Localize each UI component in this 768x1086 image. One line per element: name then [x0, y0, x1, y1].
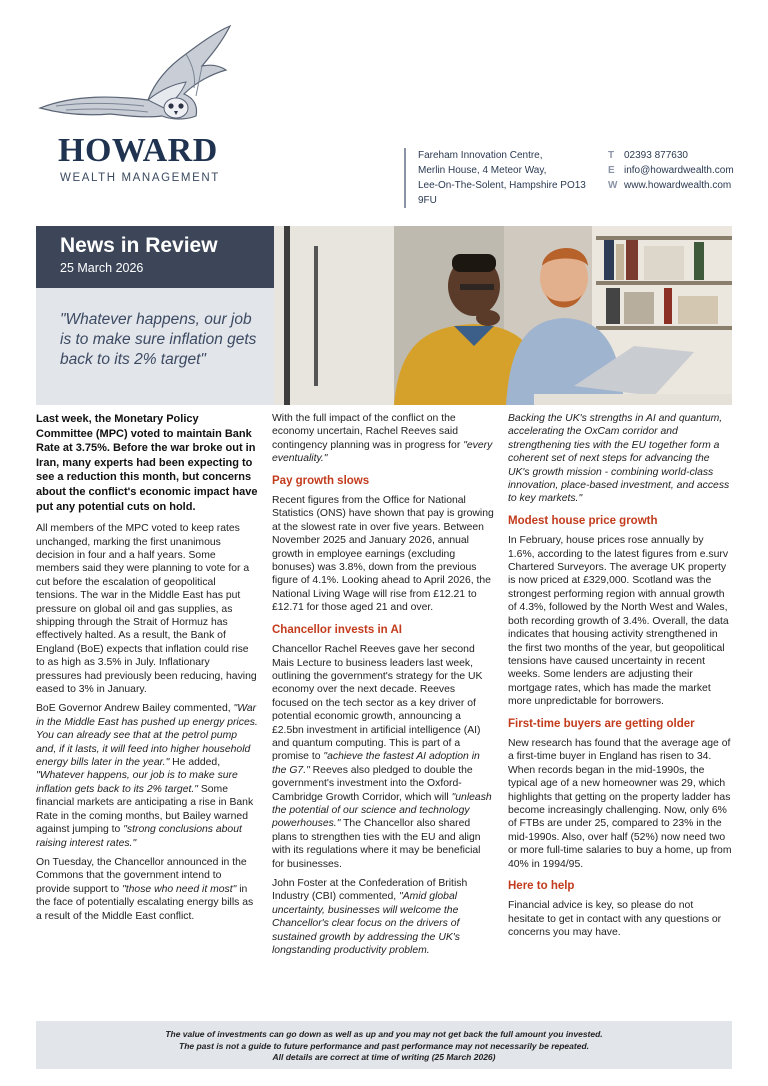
text-run: Reeves also pledged to double the government's investment into the Oxford-Cambridge Growth Corridor, which will	[272, 764, 473, 803]
phone-number[interactable]: 02393 877630	[624, 150, 688, 161]
newsletter-title: News in Review	[60, 234, 218, 257]
contact-label: T	[608, 150, 615, 161]
contact-email	[608, 163, 734, 178]
body-paragraph: In February, house prices rose annually by 1.6%, according to the latest figures from e.surv Chartered Surveyors. The average UK property is now priced at £329,000. Scotland was the strongest performing region with annual growth of 4.3%, followed by the North West and Wales, both recording growth of 3.4%. Overall, the data indicates that housing activity strengthened in the first two months of the year, but geopolitical tensions have caused uncertainty in recent weeks. Some lenders are adjusting their mortgage rates, which has made the market more unpredictable for borrowers.	[508, 535, 729, 708]
quote-run: "those who need it most"	[122, 883, 237, 895]
body-paragraph	[272, 643, 494, 871]
section-heading-house-prices: Modest house price growth	[508, 514, 658, 527]
section-heading-ai-investment: Chancellor invests in AI	[272, 623, 402, 636]
disclaimer-footer	[36, 1021, 732, 1069]
section-heading-first-time-buyers: First-time buyers are getting older	[508, 717, 695, 730]
quote-run: "War in the Middle East has pushed up energy prices. You can already see that at the petrol pump and, if it lasts, it will feed into higher household energy bills later in the year."	[36, 703, 258, 769]
contact-phone	[608, 148, 734, 163]
article-column-1	[36, 412, 258, 929]
text-run: in the face of potentially escalating energy bills as a result of the Middle East conflict.	[36, 883, 254, 922]
newsletter-banner	[36, 226, 274, 288]
quote-run: Backing the UK's strengths in AI and quantum, accelerating the OxCam corridor and strengthening ties with the EU together form a coherent set of next steps for advancing the UK's growth mission - combining world-class innovation, place-based investment, and access to key markets."	[508, 413, 730, 505]
body-paragraph: New research has found that the average age of a first-time buyer in England has risen to 34. When records began in the mid-1990s, the typical age of a new homeowner was 29, which highlights that getting on the property ladder has become increasingly challenging. Now, only 6% of FTBs are under 25, compared to 23% in the mid-1990s. Also, over half (52%) now need two or more full-time salaries to buy a home, up from 40% in 1994/95.	[508, 737, 732, 870]
owl-logo-icon	[36, 24, 232, 136]
text-run: BoE Governor Andrew Bailey commented,	[36, 703, 234, 715]
article-column-3	[508, 412, 732, 946]
website-link[interactable]: www.howardwealth.com	[624, 180, 732, 191]
article-column-2	[272, 412, 494, 963]
text-run: With the full impact of the conflict on the economy uncertain, Rachel Reeves said contingency planning was in progress for	[272, 413, 464, 451]
contact-label: W	[608, 180, 618, 191]
body-paragraph	[272, 877, 494, 957]
newsletter-date: 25 March 2026	[60, 261, 144, 275]
quote-run: "Whatever happens, our job is to make sure inflation gets back to its 2% target."	[36, 770, 238, 795]
disclaimer-line: The value of investments can go down as well as up and you may not get back the full amount you invested.	[165, 1029, 603, 1039]
disclaimer-line: The past is not a guide to future performance and past performance may not necessarily be repeated.	[179, 1040, 589, 1051]
disclaimer-line: All details are correct at time of writing (25 March 2026)	[272, 1052, 496, 1063]
address-line: Lee-On-The-Solent, Hampshire PO13 9FU	[418, 180, 586, 206]
text-run: John Foster at the Confederation of British Industry (CBI) commented,	[272, 878, 468, 903]
contact-web	[608, 178, 734, 193]
section-heading-here-to-help: Here to help	[508, 880, 575, 892]
body-paragraph: All members of the MPC voted to keep rates unchanged, marking the first unanimous decision in four and a half years. Some members said they were planning to vote for a cut before the escalation of geopolitical tensions. The war in the Middle East has put pressure on global oil and gas supplies, as shipping through the Strait of Hormuz has effectively halted. As a result, the Bank of England (BoE) expects that inflation could rise to as high as 3.5% in July. Inflationary pressures had previously been reducing, having eased to 3% in January.	[36, 523, 257, 696]
body-paragraph: Financial advice is key, so please do not hesitate to get in contact with any questions or concerns you may have.	[508, 900, 722, 939]
contact-label: E	[608, 165, 615, 176]
logo-wordmark: HOWARD	[58, 132, 218, 169]
text-run: Chancellor Rachel Reeves gave her second Mais Lecture to business leaders last week, outlining the government's strategy for the UK economy over the next decade. Reeves focused on the tech sector as a key driver of potential economic growth, announcing a £2.5bn investment in artificial intelligence (AI) and quantum computing. This is part of a promise to	[272, 644, 483, 763]
office-meeting-photo-icon	[274, 226, 732, 405]
body-paragraph	[508, 412, 732, 506]
body-paragraph	[36, 702, 258, 849]
text-run: The Chancellor also shared plans to strengthen ties with the EU and align with its regulations where it may be beneficial for businesses.	[272, 818, 481, 870]
body-paragraph	[36, 856, 258, 923]
body-paragraph: Recent figures from the Office for National Statistics (ONS) have shown that pay is growing at the slowest rate in over five years. Between November 2025 and January 2026, annual growth in employee earnings (excluding bonuses) was 3.8%, down from the previous figure of 4.1%. Looking ahead to April 2026, the National Living Wage will rise from £12.21 to £12.71 for those aged 21 and over.	[272, 495, 494, 614]
header-photo	[274, 226, 732, 405]
address-line: Fareham Innovation Centre,	[418, 150, 543, 161]
text-run: He added,	[169, 757, 221, 769]
pull-quote-box	[36, 288, 274, 405]
lead-paragraph: Last week, the Monetary Policy Committee (MPC) voted to maintain Bank Rate at 3.75%. Before the war broke out in Iran, many experts had been expecting to see a reduction this month, but concerns about the conflict's economic impact have put any potential cuts on hold.	[36, 413, 258, 513]
office-address	[404, 148, 599, 208]
quote-run: "achieve the fastest AI adoption in the G7."	[272, 751, 480, 776]
quote-run: "Amid global uncertainty, businesses will welcome the Chancellor's clear focus on the drivers of sustained growth by addressing the UK's longstanding productivity problem.	[272, 891, 460, 957]
pull-quote: "Whatever happens, our job is to make sure inflation gets back to its 2% target"	[60, 311, 257, 368]
text-run: Some financial markets are anticipating a rise in Bank Rate in the coming months, but Bailey warned against jumping to	[36, 783, 254, 836]
quote-run: "every eventuality."	[272, 439, 493, 465]
contact-details	[608, 148, 734, 193]
company-logo	[36, 24, 236, 194]
section-heading-pay-growth: Pay growth slows	[272, 474, 370, 487]
quote-run: "unleash the potential of our science and technology powerhouses."	[272, 791, 492, 830]
quote-run: "strong conclusions about raising interest rates."	[36, 824, 242, 849]
logo-subtitle: WEALTH MANAGEMENT	[60, 172, 220, 184]
body-paragraph	[272, 412, 494, 466]
address-line: Merlin House, 4 Meteor Way,	[418, 165, 547, 176]
email-link[interactable]: info@howardwealth.com	[624, 165, 734, 176]
text-run: On Tuesday, the Chancellor announced in the Commons that the government intend to provide support to	[36, 856, 247, 895]
